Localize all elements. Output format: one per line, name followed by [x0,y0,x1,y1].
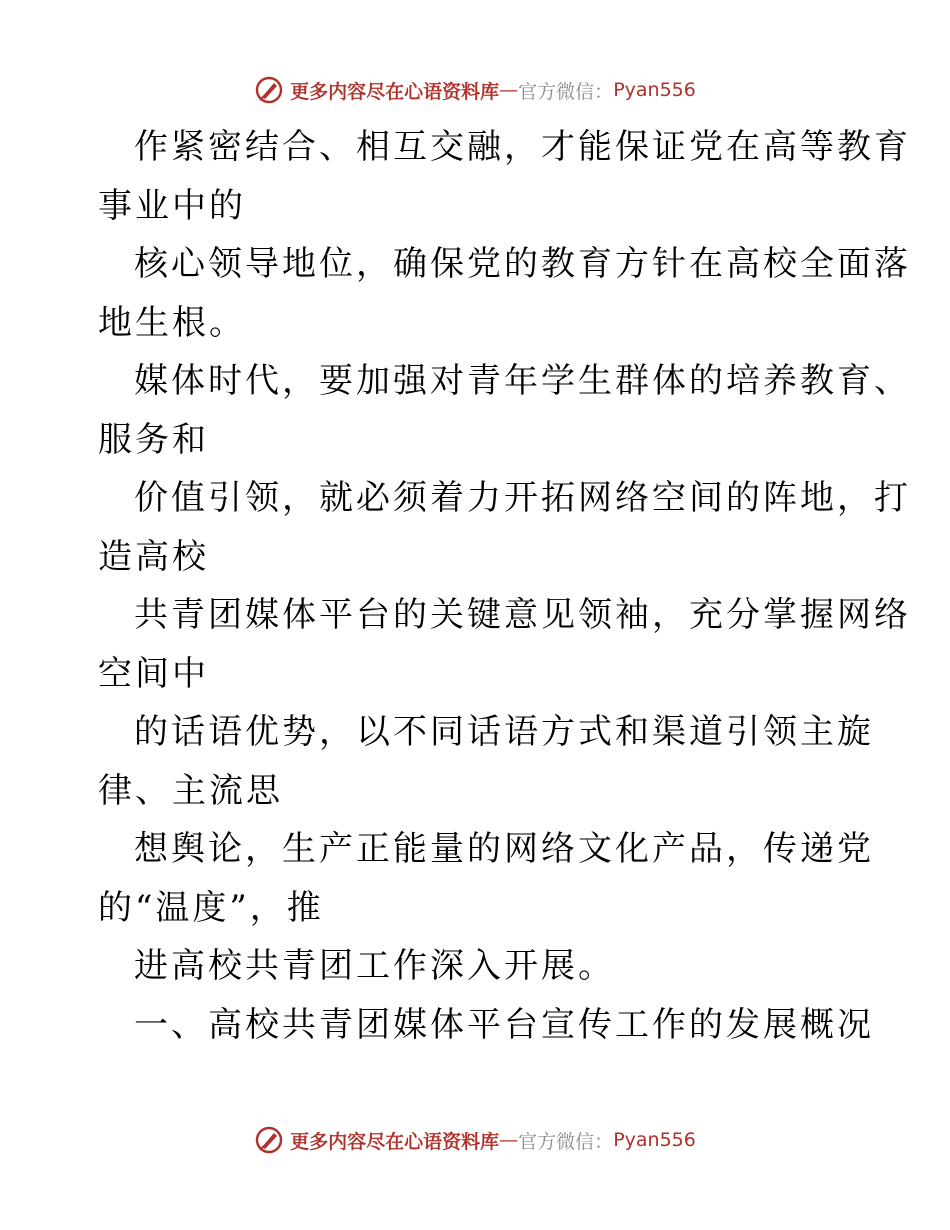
wechat-label: 官方微信： [518,1130,614,1153]
body-line: 共青团媒体平台的关键意见领袖，充分掌握网络 [134,595,911,635]
wechat-id: Pyan556 [613,1129,696,1151]
document-body [98,118,911,1054]
body-line: 的“温度”，推 [98,887,324,928]
footer-banner [0,1120,950,1160]
quill-pen-icon [254,1125,284,1155]
body-line: 想舆论，生产正能量的网络文化产品，传递党 [134,829,874,869]
body-line: 的话语优势，以不同话语方式和渠道引领主旋 [134,712,874,752]
body-line: 价值引领，就必须着力开拓网络空间的阵地，打 [134,478,911,518]
banner-dash: — [499,1129,519,1151]
body-line: 空间中 [98,653,209,694]
body-line: 事业中的 [98,185,246,226]
banner-dash: — [499,79,519,101]
quill-pen-icon [254,75,284,105]
body-line: 地生根。 [98,302,246,343]
banner-text: 更多内容尽在心语资料库 [290,80,500,103]
body-line: 作紧密结合、相互交融，才能保证党在高等教育 [134,127,911,167]
header-banner [0,70,950,110]
banner-text: 更多内容尽在心语资料库 [290,1130,500,1153]
body-line: 服务和 [98,419,209,460]
body-line: 律、主流思 [98,770,283,811]
wechat-label: 官方微信： [518,80,614,103]
body-line: 进高校共青团工作深入开展。 [134,946,615,986]
body-line: 媒体时代，要加强对青年学生群体的培养教育、 [134,361,911,401]
wechat-id: Pyan556 [613,79,696,101]
section-heading: 一、高校共青团媒体平台宣传工作的发展概况 [134,1004,874,1045]
body-line: 核心领导地位，确保党的教育方针在高校全面落 [134,244,911,284]
body-line: 造高校 [98,536,209,577]
